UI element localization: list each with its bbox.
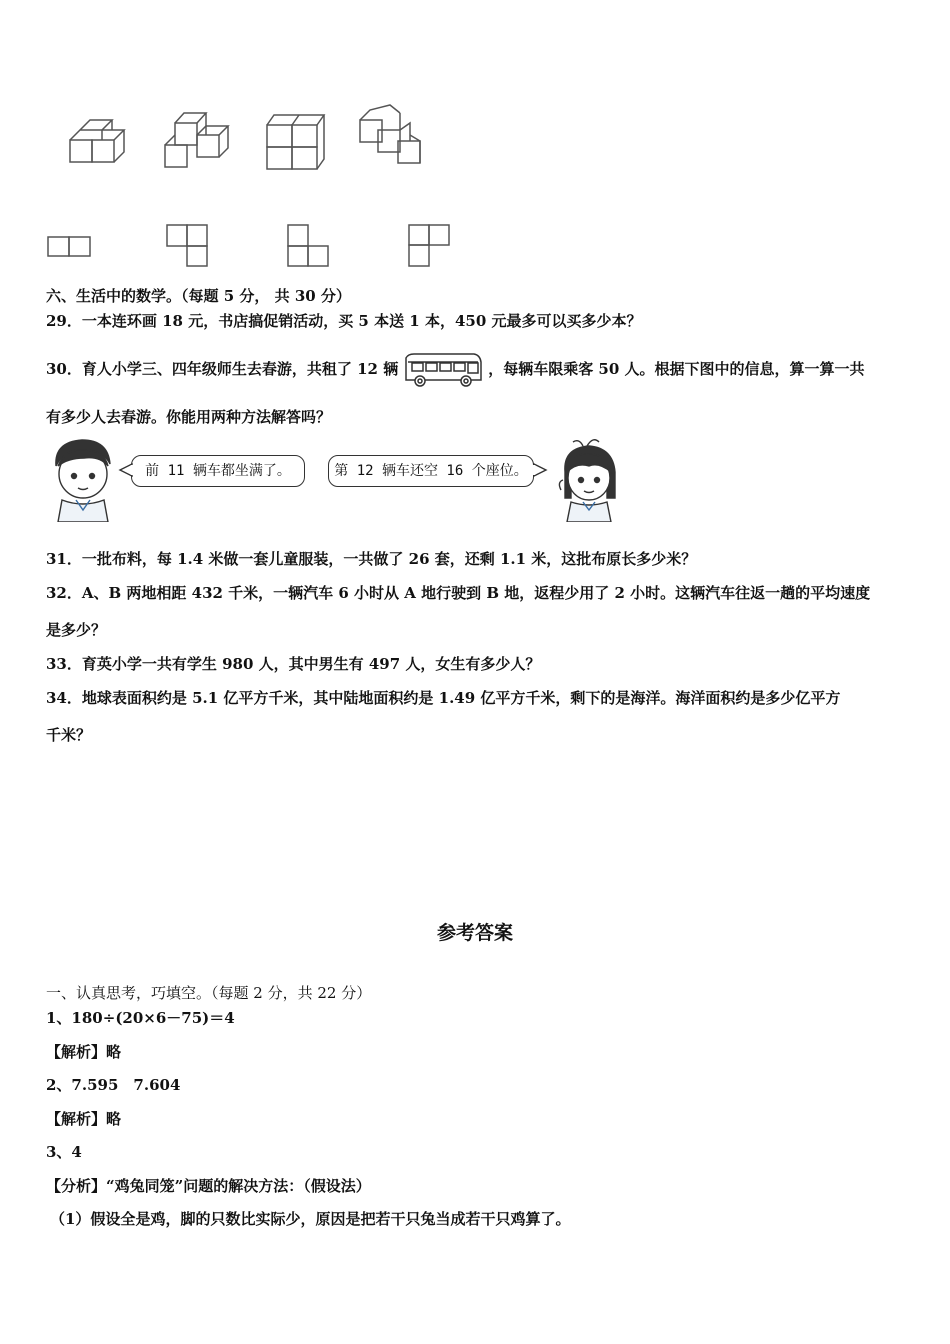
girl-illustration (553, 436, 625, 522)
question-30-line2: 有多少人去春游。你能用两种方法解答吗？ (46, 408, 332, 426)
cube-figure-4 (360, 105, 420, 163)
question-30-part2: ，每辆车限乘客 50 人。根据下图中的信息，算一算一共 (488, 360, 865, 378)
speech-bubble-right-text: 第 12 辆车还空 16 个座位。 (334, 463, 528, 479)
question-34-line1: 34．地球表面积约是 5.1 亿平方千米，其中陆地面积约是 1.49 亿平方千米，剩下的是海洋。海洋面积约是多少亿平方 (46, 689, 841, 707)
view-b (167, 225, 207, 266)
answer-3-detail: （1）假设全是鸡，脚的只数比实际少，原因是把若干只兔当成若干只鸡算了。 (50, 1210, 571, 1228)
bus-icon (402, 350, 484, 390)
bubble-right-tail (532, 462, 548, 478)
view-a (48, 237, 90, 256)
view-d (409, 225, 449, 266)
question-32-line2: 是多少？ (46, 621, 107, 639)
answer-1-note: 【解析】略 (46, 1043, 122, 1061)
projection-views (45, 222, 455, 272)
answer-3: 3、4 (46, 1143, 82, 1161)
bubble-left-tail (118, 462, 134, 478)
cube-figure-1 (70, 120, 124, 162)
question-34-line2: 千米？ (46, 726, 92, 744)
speech-bubble-left-text: 前 11 辆车都坐满了。 (145, 463, 291, 479)
section6-heading: 六、生活中的数学。（每题 5 分， 共 30 分） (46, 287, 351, 305)
question-29: 29．一本连环画 18 元，书店搞促销活动，买 5 本送 1 本，450 元最多可以买多少本？ (46, 312, 642, 330)
question-30-part1: 30．育人小学三、四年级师生去春游，共租了 12 辆 (46, 360, 399, 378)
boy-illustration (48, 436, 120, 522)
answer-2: 2、7.595 7.604 (46, 1076, 181, 1094)
answers-section1-heading: 一、认真思考，巧填空。（每题 2 分，共 22 分） (46, 984, 372, 1002)
cube-figures (60, 95, 440, 175)
answer-3-note: 【分析】“鸡兔同笼”问题的解决方法：（假设法） (46, 1177, 371, 1195)
cube-figure-3 (267, 115, 324, 169)
cube-figure-2 (165, 113, 228, 167)
question-33: 33．育英小学一共有学生 980 人，其中男生有 497 人，女生有多少人？ (46, 655, 541, 673)
answer-1: 1、180÷(20×6－75)＝4 (46, 1009, 235, 1027)
speech-bubble-left (131, 455, 305, 487)
answer-2-note: 【解析】略 (46, 1110, 122, 1128)
question-30-line1 (46, 350, 865, 390)
question-32-line1: 32．A、B 两地相距 432 千米，一辆汽车 6 小时从 A 地行驶到 B 地，返程少用了 2 小时。这辆汽车往返一趟的平均速度 (46, 584, 871, 602)
answers-title: 参考答案 (436, 922, 513, 944)
question-31: 31．一批布料，每 1.4 米做一套儿童服装，一共做了 26 套，还剩 1.1 米，这批布原长多少米？ (46, 550, 697, 568)
view-c (288, 225, 328, 266)
speech-bubble-right (328, 455, 534, 487)
